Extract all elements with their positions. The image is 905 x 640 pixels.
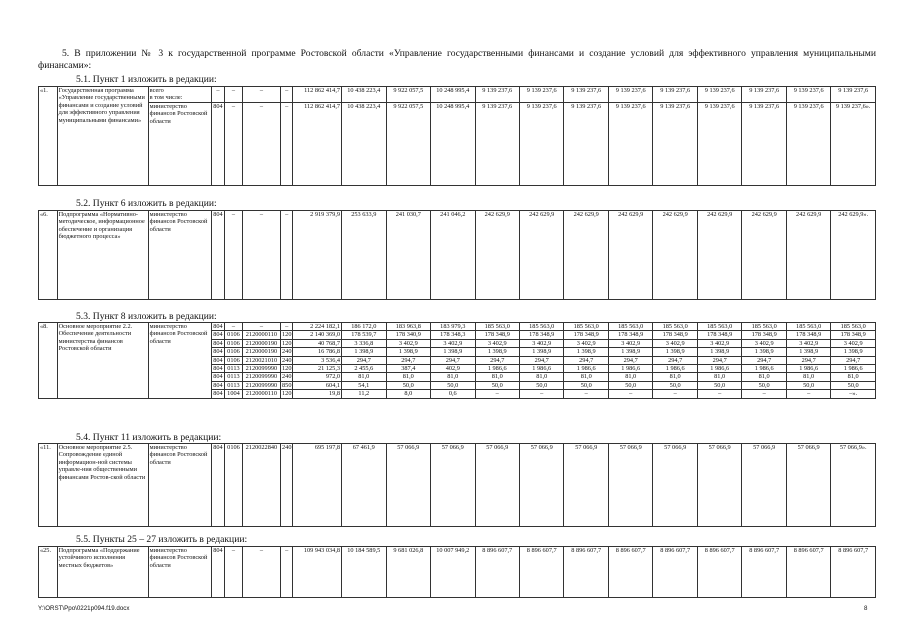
grbs-code-cell: 804	[213, 373, 223, 381]
expense-type-cell: 240	[282, 356, 292, 364]
year-amount-cell: 3 402,9	[608, 339, 652, 347]
expense-type-cell: –	[281, 547, 293, 598]
year-amount-cell: 185 563,0	[697, 323, 741, 331]
year-amount-cell: 8 896 607,7	[475, 547, 519, 598]
year-amount-cell: 241 046,2	[431, 211, 475, 300]
year-amount-cell: 294,7	[564, 356, 608, 364]
year-amount-cell: 9 139 237,6».	[831, 102, 876, 185]
row-number-cell: «25.	[39, 547, 58, 598]
year-amount-cell: 185 563,0	[786, 323, 830, 331]
year-amount-cell: 294,7	[386, 356, 430, 364]
year-amount-cell: 81,0	[742, 373, 786, 381]
expense-type-cell: –	[281, 323, 293, 331]
budget-table	[38, 443, 876, 527]
target-article-cell: –	[242, 323, 280, 331]
year-amount-cell: 185 563,0	[831, 323, 876, 331]
total-amount-cell: 695 197,8	[293, 444, 342, 527]
year-amount-cell: 81,0	[608, 373, 652, 381]
year-amount-cell: 57 066,9	[564, 444, 608, 527]
responsible-cell: министерство финансов Ростовской области	[148, 323, 211, 399]
year-amount-cell: 8 896 607,7	[831, 547, 876, 598]
total-amount-cell: 109 943 034,8	[293, 547, 342, 598]
responsible-cell: министерство финансов Ростовской области	[148, 444, 211, 527]
year-amount-cell: –	[742, 390, 786, 398]
expense-type-cell: 120	[282, 331, 292, 339]
year-amount-cell: 178 348,9	[608, 331, 652, 339]
expense-type-cell: 240	[281, 444, 293, 527]
year-amount-cell: 57 066,9	[653, 444, 697, 527]
grbs-code-cell: 804	[213, 356, 223, 364]
grbs-code-cell: 804	[213, 323, 223, 330]
total-amount-cell: 2 140 369,0	[293, 331, 342, 339]
year-amount-cell: 185 563,0	[742, 323, 786, 331]
year-amount-cell: 1 986,6	[831, 365, 876, 373]
year-amount-cell: 50,0	[475, 381, 519, 389]
grbs-code-cell: 804	[213, 348, 223, 356]
year-amount-cell: 185 563,0	[653, 323, 697, 331]
year-amount-cell: 242 629,9	[564, 211, 608, 300]
year-amount-cell: 9 139 237,6	[475, 102, 519, 185]
program-name-cell: Подпрограмма «Поддержание устойчивого исполнения местных бюджетов»	[57, 547, 148, 598]
section-heading: 5.2. Пункт 6 изложить в редакции:	[76, 198, 217, 209]
year-amount-cell: 50,0	[742, 381, 786, 389]
year-amount-cell: 1 986,6	[742, 365, 786, 373]
year-amount-cell: 1 398,9	[520, 348, 564, 356]
section-code-cell: –	[225, 102, 243, 185]
year-amount-cell: 183 979,3	[431, 323, 475, 331]
year-amount-cell: 8 896 607,7	[564, 547, 608, 598]
year-amount-cell: 9 139 237,6	[608, 102, 652, 185]
year-amount-cell: 242 629,9».	[831, 211, 876, 300]
year-amount-cell: 178 348,9	[831, 331, 876, 339]
section-code-cell: 0113	[225, 381, 243, 389]
year-amount-cell: 3 402,9	[653, 339, 697, 347]
year-amount-cell: 1 398,9	[697, 348, 741, 356]
section-code-cell: 0106	[225, 331, 243, 339]
target-article-cell: 2120000110	[242, 390, 280, 398]
year-amount-cell: 1 398,9	[742, 348, 786, 356]
section-code-cell: 1004	[225, 390, 243, 398]
year-amount-cell: 242 629,9	[520, 211, 564, 300]
program-name-cell: Подпрограмма «Нормативно-методическое, информационное обеспечение и организация бюджетного процесса»	[57, 211, 148, 300]
year-amount-cell: 9 922 057,5	[386, 102, 430, 185]
row-number-cell: «6.	[39, 211, 58, 300]
budget-table	[38, 86, 876, 186]
year-amount-cell: 3 402,9	[431, 339, 475, 347]
year-amount-cell: 242 629,9	[786, 211, 830, 300]
row-number-cell: «11.	[39, 444, 58, 527]
expense-type-cell: 850	[282, 381, 292, 389]
year-amount-cell: –	[520, 390, 564, 398]
table-row	[39, 547, 876, 598]
year-amount-cell: 9 139 237,6	[697, 87, 741, 103]
target-article-cell: 2120000190	[242, 348, 280, 356]
program-name-cell: Государственная программа «Управление государственными финансами и создание условий для эффективного управления муниципальными финансами»	[57, 87, 148, 186]
section-code-cell: –	[225, 323, 243, 331]
expense-type-cell: 240	[282, 373, 292, 381]
year-amount-cell: 294,7	[697, 356, 741, 364]
program-name-cell: Основное мероприятие 2.2. Обеспечение деятельности министерства финансов Ростовской области	[57, 323, 148, 399]
year-amount-cell: 178 348,9	[564, 331, 608, 339]
year-amount-cell: 242 629,9	[697, 211, 741, 300]
year-amount-cell: 8 896 607,7	[786, 547, 830, 598]
year-amount-cell: 8 896 607,7	[520, 547, 564, 598]
year-amount-cell: 178 539,7	[342, 331, 386, 339]
section-code-cell: –	[225, 87, 243, 103]
expense-type-cell: –	[281, 87, 293, 103]
year-amount-cell: 185 563,0	[608, 323, 652, 331]
year-amount-cell: 8 896 607,7	[608, 547, 652, 598]
year-amount-cell: 253 633,9	[342, 211, 386, 300]
year-amount-cell: 9 139 237,6	[520, 102, 564, 185]
year-amount-cell: 57 066,9	[608, 444, 652, 527]
year-amount-cell: 57 066,9	[697, 444, 741, 527]
year-amount-cell: 9 139 237,6	[742, 87, 786, 103]
year-amount-cell: 1 986,6	[786, 365, 830, 373]
year-amount-cell: 81,0	[386, 373, 430, 381]
year-amount-cell: 9 922 057,5	[386, 87, 430, 103]
year-amount-cell: 9 139 237,6	[520, 87, 564, 103]
year-amount-cell: 57 066,9	[431, 444, 475, 527]
year-amount-cell: 57 066,9	[386, 444, 430, 527]
year-amount-cell: 1 986,6	[697, 365, 741, 373]
year-amount-cell: 1 398,9	[342, 348, 386, 356]
year-amount-cell: 50,0	[653, 381, 697, 389]
target-article-cell: –	[242, 547, 280, 598]
target-article-cell: 2120099990	[242, 373, 280, 381]
year-amount-cell: 1 986,6	[520, 365, 564, 373]
total-amount-cell: 112 862 414,7	[293, 87, 342, 103]
total-amount-cell: 40 768,7	[293, 339, 342, 347]
expense-type-cell: 120	[282, 339, 292, 347]
grbs-code-cell: –	[211, 87, 224, 103]
year-amount-cell: 10 007 949,2	[431, 547, 475, 598]
year-amount-cell: 57 066,9	[475, 444, 519, 527]
responsible-cell: министерство финансов Ростовской области	[148, 547, 211, 598]
year-amount-cell: 50,0	[786, 381, 830, 389]
total-amount-cell: 2 224 182,1	[293, 323, 342, 331]
total-amount-cell: 604,1	[293, 381, 342, 389]
responsible-cell: всего в том числе:	[148, 87, 211, 103]
year-amount-cell: 1 398,9	[608, 348, 652, 356]
year-amount-cell: 294,7	[342, 356, 386, 364]
grbs-code-cell: 804	[213, 339, 223, 347]
section-heading: 5.5. Пункты 25 – 27 изложить в редакции:	[76, 534, 248, 545]
year-amount-cell: 402,9	[431, 365, 475, 373]
year-amount-cell: 81,0	[564, 373, 608, 381]
section-code-cell: 0106	[225, 356, 243, 364]
year-amount-cell: 57 066,9	[742, 444, 786, 527]
table-row	[39, 211, 876, 300]
year-amount-cell: 9 139 237,6	[697, 102, 741, 185]
year-amount-cell: 9 139 237,6	[742, 102, 786, 185]
year-amount-cell: –	[564, 390, 608, 398]
budget-table	[38, 546, 876, 598]
table-row	[39, 102, 876, 185]
year-amount-cell: 9 139 237,6	[564, 102, 608, 185]
row-number-cell: «1.	[39, 87, 58, 186]
year-amount-cell: 185 563,0	[475, 323, 519, 331]
responsible-cell: министерство финансов Ростовской области	[148, 102, 211, 185]
year-amount-cell: 9 139 237,6	[608, 87, 652, 103]
page-number: 8	[864, 605, 868, 612]
year-amount-cell: 81,0	[653, 373, 697, 381]
row-number-cell: «8.	[39, 323, 58, 399]
year-amount-cell: 57 066,9	[520, 444, 564, 527]
year-amount-cell: 1 398,9	[564, 348, 608, 356]
year-amount-cell: 186 172,0	[342, 323, 386, 331]
year-amount-cell: 3 402,9	[786, 339, 830, 347]
budget-table	[38, 210, 876, 300]
year-amount-cell: 81,0	[831, 373, 876, 381]
total-amount-cell: 112 862 414,7	[293, 102, 342, 185]
year-amount-cell: 1 398,9	[475, 348, 519, 356]
year-amount-cell: 387,4	[386, 365, 430, 373]
expense-type-cell: 240	[282, 348, 292, 356]
year-amount-cell: 1 986,6	[564, 365, 608, 373]
year-amount-cell: 8 896 607,7	[697, 547, 741, 598]
year-amount-cell: 185 563,0	[564, 323, 608, 331]
year-amount-cell: –	[608, 390, 652, 398]
year-amount-cell: 57 066,9».	[831, 444, 876, 527]
year-amount-cell: 57 066,9	[786, 444, 830, 527]
year-amount-cell: 1 398,9	[786, 348, 830, 356]
year-amount-cell: 1 986,6	[475, 365, 519, 373]
total-amount-cell: 2 919 379,9	[293, 211, 342, 300]
year-amount-cell: 11,2	[342, 390, 386, 398]
intro-paragraph: 5. В приложении № 3 к государственной программе Ростовской области «Управление государственными финансами и создание условий для эффективного управления муниципальными финансами»:	[38, 48, 876, 71]
year-amount-cell: 10 248 995,4	[431, 102, 475, 185]
year-amount-cell: 50,0	[697, 381, 741, 389]
grbs-code-cell: 804	[213, 381, 223, 389]
year-amount-cell: 3 402,9	[386, 339, 430, 347]
year-amount-cell: 3 336,8	[342, 339, 386, 347]
year-amount-cell: 242 629,9	[608, 211, 652, 300]
grbs-code-cell: 804	[211, 102, 224, 185]
year-amount-cell: 50,0	[431, 381, 475, 389]
year-amount-cell: 178 348,9	[786, 331, 830, 339]
section-code-cell: 0106	[225, 444, 243, 527]
year-amount-cell: 178 348,9	[742, 331, 786, 339]
target-article-cell: –	[242, 211, 280, 300]
target-article-cell: –	[242, 102, 280, 185]
year-amount-cell: 81,0	[520, 373, 564, 381]
year-amount-cell: 178 348,3	[431, 331, 475, 339]
file-path-footer: Y:\ORST\Ppo\0221p094.f19.docx	[38, 605, 130, 612]
total-amount-cell: 16 786,8	[293, 348, 342, 356]
year-amount-cell: 0,6	[431, 390, 475, 398]
budget-table	[38, 322, 876, 399]
year-amount-cell: 8 896 607,7	[742, 547, 786, 598]
year-amount-cell: –».	[831, 390, 876, 398]
grbs-code-cell: 804	[213, 331, 223, 339]
expense-type-cell: 120	[282, 390, 292, 398]
year-amount-cell: 242 629,9	[475, 211, 519, 300]
year-amount-cell: 10 438 223,4	[342, 102, 386, 185]
year-amount-cell: 3 402,9	[520, 339, 564, 347]
year-amount-cell: 67 461,9	[342, 444, 386, 527]
year-amount-cell: 81,0	[475, 373, 519, 381]
year-amount-cell: 242 629,9	[653, 211, 697, 300]
total-amount-cell: 19,8	[293, 390, 342, 398]
year-amount-cell: 1 986,6	[608, 365, 652, 373]
year-amount-cell: 50,0	[608, 381, 652, 389]
year-amount-cell: 178 348,9	[697, 331, 741, 339]
expense-type-cell: 120	[282, 365, 292, 373]
target-article-cell: 2120099990	[242, 381, 280, 389]
section-code-cell: 0106	[225, 348, 243, 356]
year-amount-cell: 185 563,0	[520, 323, 564, 331]
table-row	[39, 444, 876, 527]
year-amount-cell: 3 402,9	[831, 339, 876, 347]
year-amount-cell: 294,7	[431, 356, 475, 364]
year-amount-cell: 8,0	[386, 390, 430, 398]
year-amount-cell: 3 402,9	[697, 339, 741, 347]
year-amount-cell: 1 398,9	[653, 348, 697, 356]
total-amount-cell: 3 536,4	[293, 356, 342, 364]
grbs-code-cell: 804	[211, 444, 224, 527]
table-row	[39, 87, 876, 103]
section-code-cell: 0113	[225, 365, 243, 373]
table-row	[39, 323, 876, 331]
year-amount-cell: 1 398,9	[831, 348, 876, 356]
year-amount-cell: –	[653, 390, 697, 398]
year-amount-cell: 3 402,9	[475, 339, 519, 347]
year-amount-cell: 294,7	[653, 356, 697, 364]
target-article-cell: 2120021010	[242, 356, 280, 364]
year-amount-cell: 9 139 237,6	[786, 102, 830, 185]
section-code-cell: –	[225, 211, 243, 300]
year-amount-cell: 9 139 237,6	[564, 87, 608, 103]
year-amount-cell: 10 438 223,4	[342, 87, 386, 103]
year-amount-cell: 2 455,6	[342, 365, 386, 373]
year-amount-cell: 1 986,6	[653, 365, 697, 373]
grbs-code-cell: 804	[213, 365, 223, 373]
year-amount-cell: 54,1	[342, 381, 386, 389]
year-amount-cell: 9 139 237,6	[831, 87, 876, 103]
year-amount-cell: –	[475, 390, 519, 398]
year-amount-cell: 183 963,8	[386, 323, 430, 331]
year-amount-cell: 294,7	[475, 356, 519, 364]
year-amount-cell: 9 139 237,6	[475, 87, 519, 103]
expense-type-cell: –	[281, 102, 293, 185]
year-amount-cell: 81,0	[431, 373, 475, 381]
year-amount-cell: 294,7	[786, 356, 830, 364]
year-amount-cell: 9 139 237,6	[653, 102, 697, 185]
year-amount-cell: 9 139 237,6	[786, 87, 830, 103]
target-article-cell: 2120000190	[242, 339, 280, 347]
year-amount-cell: 178 348,9	[475, 331, 519, 339]
year-amount-cell: 294,7	[831, 356, 876, 364]
target-article-cell: 2120099990	[242, 365, 280, 373]
year-amount-cell: 241 030,7	[386, 211, 430, 300]
program-name-cell: Основное мероприятие 2.5. Сопровождение единой информацион-ной системы управле-ния общественными финансами Ростов-ской области	[57, 444, 148, 527]
year-amount-cell: 294,7	[520, 356, 564, 364]
year-amount-cell: 50,0	[564, 381, 608, 389]
year-amount-cell: 50,0	[386, 381, 430, 389]
responsible-cell: министерство финансов Ростовской области	[148, 211, 211, 300]
year-amount-cell: 1 398,9	[431, 348, 475, 356]
year-amount-cell: 242 629,9	[742, 211, 786, 300]
year-amount-cell: 178 340,9	[386, 331, 430, 339]
year-amount-cell: 294,7	[742, 356, 786, 364]
year-amount-cell: 81,0	[786, 373, 830, 381]
year-amount-cell: 178 348,9	[520, 331, 564, 339]
year-amount-cell: –	[786, 390, 830, 398]
year-amount-cell: 50,0	[520, 381, 564, 389]
grbs-code-cell: 804	[213, 390, 223, 398]
year-amount-cell: 9 139 237,6	[653, 87, 697, 103]
year-amount-cell: –	[697, 390, 741, 398]
section-code-cell: 0113	[225, 373, 243, 381]
section-heading: 5.1. Пункт 1 изложить в редакции:	[76, 74, 217, 85]
year-amount-cell: 294,7	[608, 356, 652, 364]
total-amount-cell: 972,0	[293, 373, 342, 381]
section-heading: 5.3. Пункт 8 изложить в редакции:	[76, 311, 217, 322]
expense-type-cell: –	[281, 211, 293, 300]
year-amount-cell: 3 402,9	[564, 339, 608, 347]
total-amount-cell: 21 125,3	[293, 365, 342, 373]
year-amount-cell: 178 348,9	[653, 331, 697, 339]
section-code-cell: 0106	[225, 339, 243, 347]
year-amount-cell: 10 248 995,4	[431, 87, 475, 103]
year-amount-cell: 50,0	[831, 381, 876, 389]
year-amount-cell: 9 681 026,8	[386, 547, 430, 598]
section-heading: 5.4. Пункт 11 изложить в редакции:	[76, 432, 222, 443]
year-amount-cell: 81,0	[697, 373, 741, 381]
year-amount-cell: 81,0	[342, 373, 386, 381]
year-amount-cell: 3 402,9	[742, 339, 786, 347]
section-code-cell: –	[225, 547, 243, 598]
target-article-cell: 2120000110	[242, 331, 280, 339]
grbs-code-cell: 804	[211, 211, 224, 300]
target-article-cell: –	[242, 87, 280, 103]
target-article-cell: 2120022840	[242, 444, 280, 527]
year-amount-cell: 10 184 589,5	[342, 547, 386, 598]
year-amount-cell: 8 896 607,7	[653, 547, 697, 598]
year-amount-cell: 1 398,9	[386, 348, 430, 356]
grbs-code-cell: 804	[211, 547, 224, 598]
